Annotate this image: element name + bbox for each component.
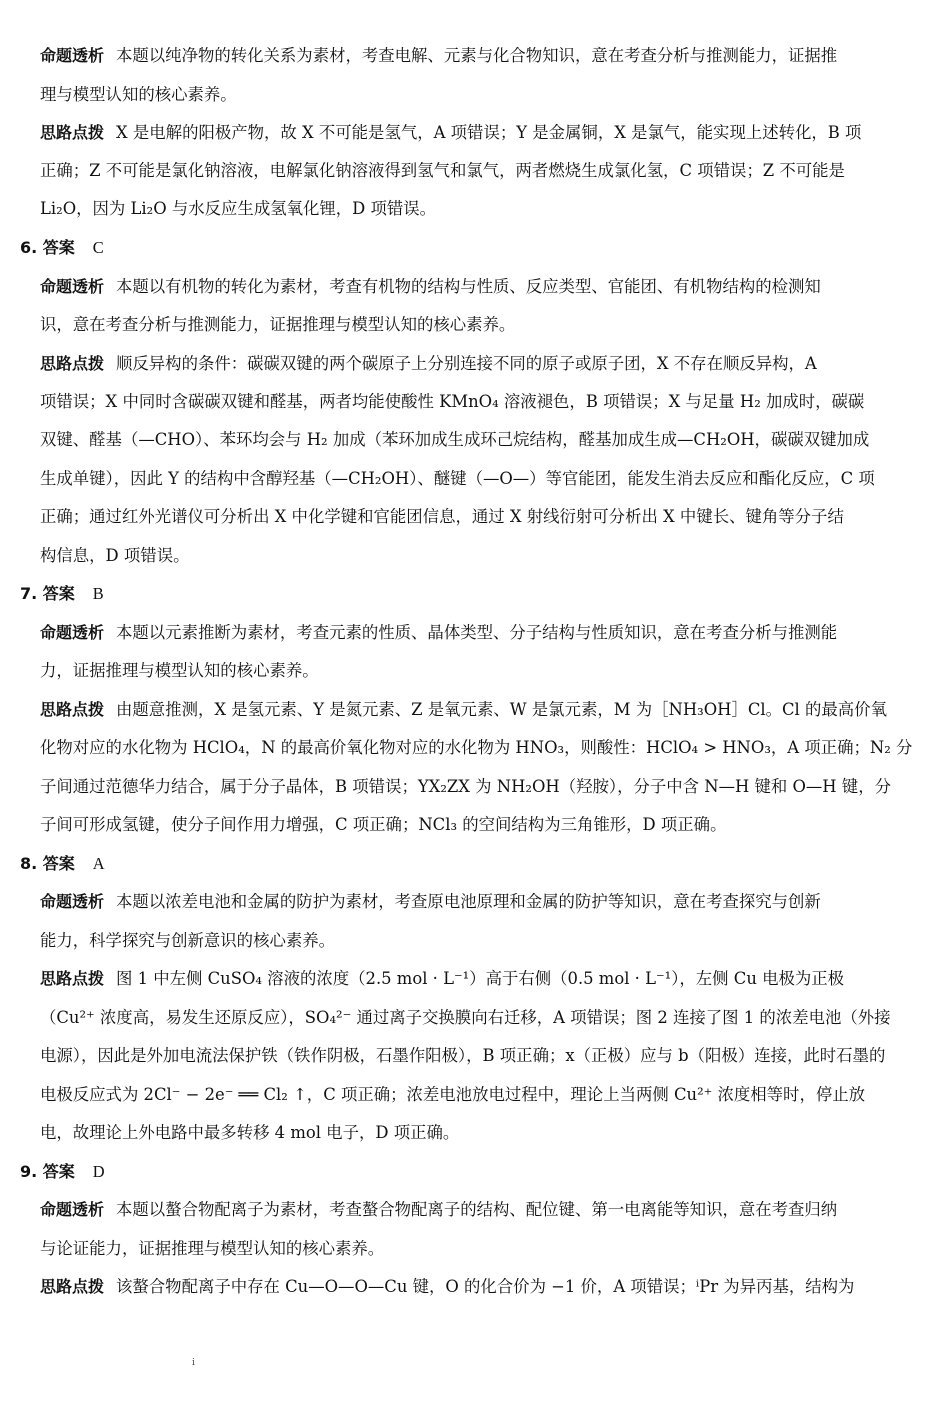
paragraph-text: 正确；通过红外光谱仪可分析出 X 中化学键和官能团信息，通过 X 射线衍射可分析出 X 中键长、键角等分子结: [40, 507, 844, 526]
answer-line: [20, 854, 105, 874]
paragraph-text: 电，故理论上外电路中最多转移 4 mol 电子，D 项正确。: [40, 1123, 460, 1142]
section-label-line: [40, 354, 817, 374]
paragraph-text: 理与模型认知的核心素养。: [40, 85, 237, 104]
section-label-line: [40, 1277, 854, 1297]
text-line: [40, 1008, 891, 1028]
text-line: [40, 392, 864, 412]
section-label: 命题透析: [40, 46, 105, 65]
text-line: [40, 815, 726, 835]
paragraph-text: （Cu²⁺ 浓度高，易发生还原反应），SO₄²⁻ 通过离子交换膜向右迁移，A 项错误；图 2 连接了图 1 的浓差电池（外接: [40, 1008, 891, 1027]
section-label-line: [40, 969, 844, 989]
section-label: 8. 答案: [20, 854, 75, 873]
section-label-line: [40, 892, 821, 912]
paragraph-text: 项错误；X 中同时含碳碳双键和醛基，两者均能使酸性 KMnO₄ 溶液褪色，B 项错误；X 与足量 H₂ 加成时，碳碳: [40, 392, 865, 411]
text-line: [40, 1085, 865, 1105]
section-label: 命题透析: [40, 892, 105, 911]
paragraph-text: 由题意推测，X 是氢元素、Y 是氮元素、Z 是氧元素、W 是氯元素，M 为［NH₃OH］Cl。Cl 的最高价氧: [116, 700, 887, 719]
section-label-line: [40, 1200, 837, 1220]
answer-value: A: [92, 854, 105, 873]
answer-value: C: [92, 238, 104, 257]
paragraph-text: 力，证据推理与模型认知的核心素养。: [40, 661, 319, 680]
paragraph-text: 子间可形成氢键，使分子间作用力增强，C 项正确；NCl₃ 的空间结构为三角锥形，D 项正确。: [40, 815, 727, 834]
text-line: [40, 1239, 384, 1259]
text-line: [40, 315, 515, 335]
text-line: [40, 430, 869, 450]
paragraph-text: 电源），因此是外加电流法保护铁（铁作阴极，石墨作阳极），B 项正确；x（正极）应与 b（阳极）连接，此时石墨的: [40, 1046, 886, 1065]
text-line: [40, 1046, 885, 1066]
text-line: [40, 1123, 459, 1143]
paragraph-text: 图 1 中左侧 CuSO₄ 溶液的浓度（2.5 mol · L⁻¹）高于右侧（0.5 mol · L⁻¹），左侧 Cu 电极为正极: [116, 969, 845, 988]
text-line: [40, 931, 335, 951]
text-line: [40, 546, 189, 566]
paragraph-text: 正确；Z 不可能是氯化钠溶液，电解氯化钠溶液得到氢气和氯气，两者燃烧生成氯化氢，C 项错误；Z 不可能是: [40, 161, 845, 180]
answer-line: [20, 238, 104, 258]
text-line: [40, 161, 845, 181]
section-label-line: [40, 123, 861, 143]
paragraph-text: 该螯合物配离子中存在 Cu—O—O—Cu 键，O 的化合价为 −1 价，A 项错误；ⁱPr 为异丙基，结构为: [116, 1277, 855, 1296]
section-label: 命题透析: [40, 277, 105, 296]
section-label: 思路点拨: [40, 1277, 105, 1296]
section-label: 命题透析: [40, 1200, 105, 1219]
paragraph-text: 顺反异构的条件：碳碳双键的两个碳原子上分别连接不同的原子或原子团，X 不存在顺反异构，A: [116, 354, 817, 373]
paragraph-text: 本题以螯合物配离子为素材，考查螯合物配离子的结构、配位键、第一电离能等知识，意在考查归纳: [116, 1200, 838, 1219]
section-label: 思路点拨: [40, 969, 105, 988]
section-label: 7. 答案: [20, 584, 75, 603]
answer-value: D: [92, 1162, 105, 1181]
paragraph-text: X 是电解的阳极产物，故 X 不可能是氢气，A 项错误；Y 是金属铜，X 是氯气，能实现上述转化，B 项: [116, 123, 862, 142]
answer-line: [20, 584, 104, 604]
paragraph-text: 本题以元素推断为素材，考查元素的性质、晶体类型、分子结构与性质知识，意在考查分析与推测能: [116, 623, 838, 642]
paragraph-text: 生成单键），因此 Y 的结构中含醇羟基（—CH₂OH）、醚键（—O—）等官能团，能发生消去反应和酯化反应，C 项: [40, 469, 875, 488]
paragraph-text: 构信息，D 项错误。: [40, 546, 190, 565]
section-label-line: [40, 623, 837, 643]
answer-value: B: [92, 584, 104, 603]
answer-line: [20, 1162, 105, 1182]
section-label: 思路点拨: [40, 700, 105, 719]
paragraph-text: Li₂O，因为 Li₂O 与水反应生成氢氧化锂，D 项错误。: [40, 199, 437, 218]
section-label: 思路点拨: [40, 123, 105, 142]
paragraph-text: 子间通过范德华力结合，属于分子晶体，B 项错误；YX₂ZX 为 NH₂OH（羟胺），分子中含 N—H 键和 O—H 键，分: [40, 777, 891, 796]
section-label: 命题透析: [40, 623, 105, 642]
paragraph-text: 本题以纯净物的转化关系为素材，考查电解、元素与化合物知识，意在考查分析与推测能力，证据推: [116, 46, 838, 65]
stray-mark: i: [192, 1358, 195, 1368]
text-line: [40, 661, 319, 681]
paragraph-text: 能力，科学探究与创新意识的核心素养。: [40, 931, 336, 950]
section-label: 思路点拨: [40, 354, 105, 373]
text-line: [40, 85, 237, 105]
paragraph-text: 本题以浓差电池和金属的防护为素材，考查原电池原理和金属的防护等知识，意在考查探究与创新: [116, 892, 821, 911]
paragraph-text: 化物对应的水化物为 HClO₄，N 的最高价氧化物对应的水化物为 HNO₃，则酸性：HClO₄ > HNO₃，A 项正确；N₂ 分: [40, 738, 913, 757]
section-label-line: [40, 277, 821, 297]
text-line: [40, 469, 875, 489]
text-line: [40, 507, 844, 527]
section-label-line: [40, 46, 837, 66]
text-line: [40, 777, 891, 797]
paragraph-text: 双键、醛基（—CHO）、苯环均会与 H₂ 加成（苯环加成生成环己烷结构，醛基加成生成—CH₂OH，碳碳双键加成: [40, 430, 870, 449]
paragraph-text: 本题以有机物的转化为素材，考查有机物的结构与性质、反应类型、官能团、有机物结构的检测知: [116, 277, 821, 296]
text-line: [40, 738, 912, 758]
paragraph-text: 识，意在考查分析与推测能力，证据推理与模型认知的核心素养。: [40, 315, 516, 334]
section-label-line: [40, 700, 887, 720]
paragraph-text: 电极反应式为 2Cl⁻ − 2e⁻ ══ Cl₂ ↑，C 项正确；浓差电池放电过程中，理论上当两侧 Cu²⁺ 浓度相等时，停止放: [40, 1085, 866, 1104]
text-line: [40, 199, 436, 219]
section-label: 9. 答案: [20, 1162, 75, 1181]
section-label: 6. 答案: [20, 238, 75, 257]
paragraph-text: 与论证能力，证据推理与模型认知的核心素养。: [40, 1239, 385, 1258]
